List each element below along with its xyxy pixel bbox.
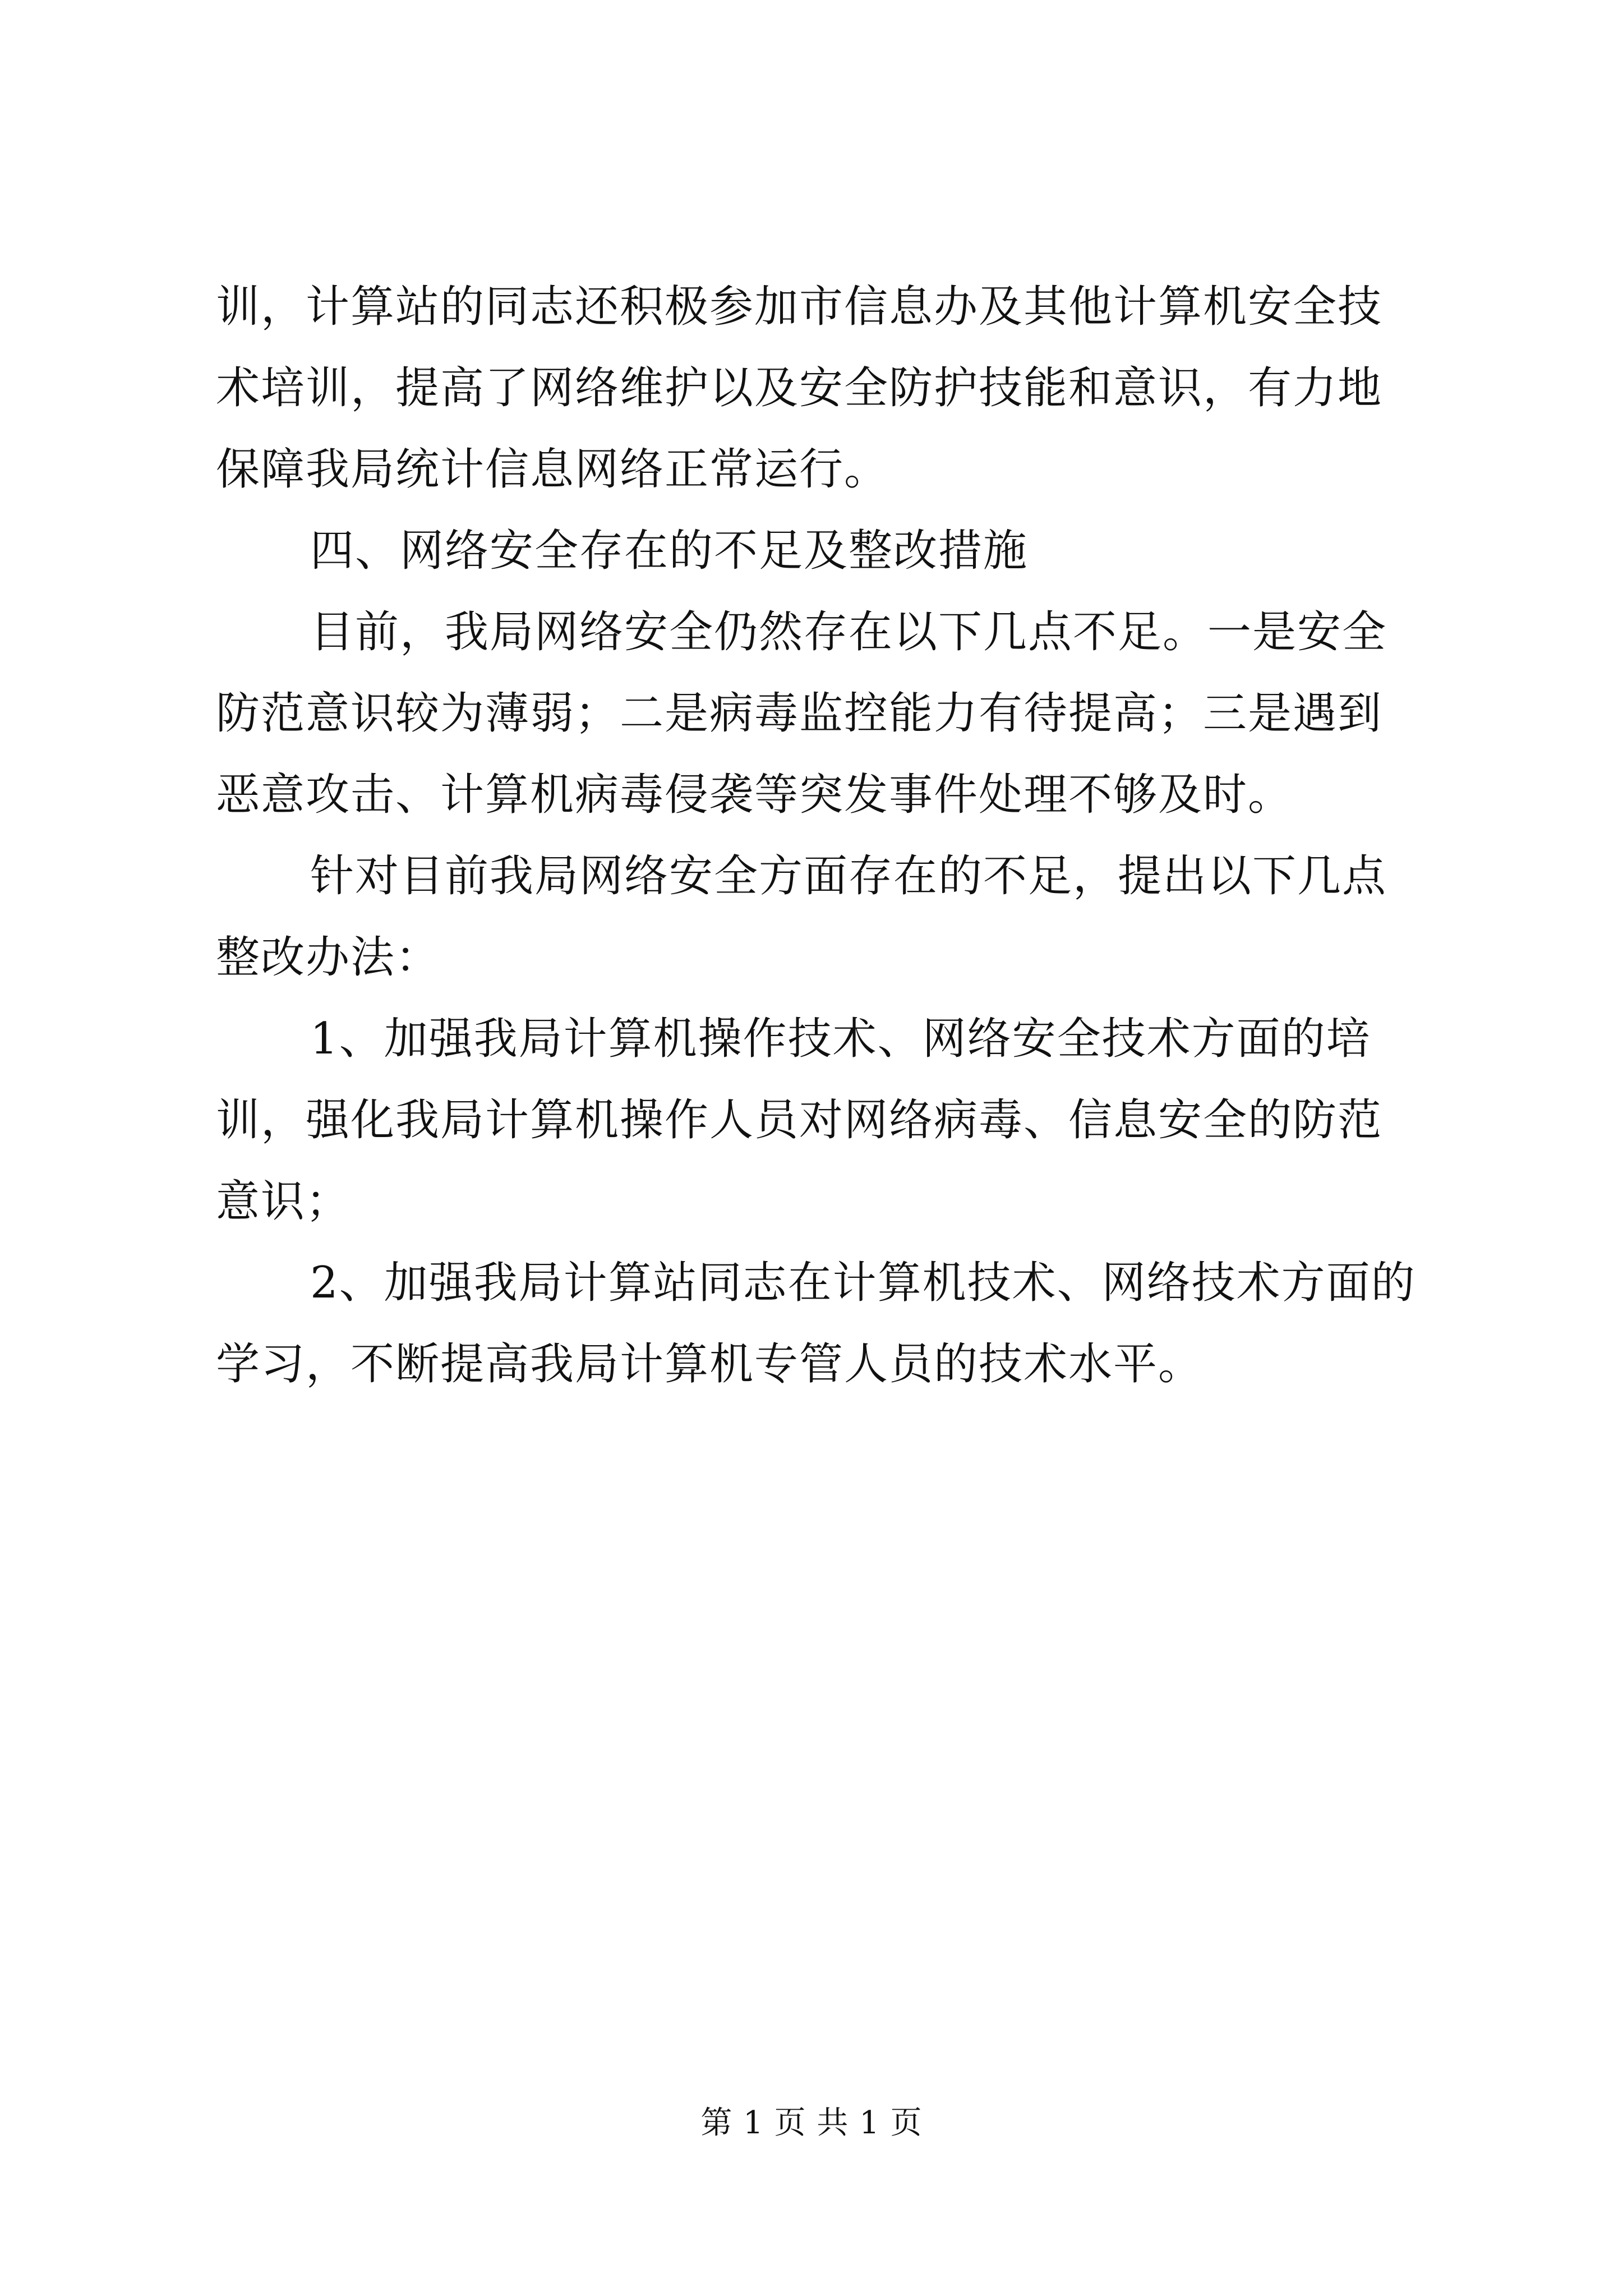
document-body bbox=[216, 266, 1416, 1405]
page-footer: 第 1 页 共 1 页 bbox=[700, 2105, 923, 2141]
paragraph-measures-intro: 针对目前我局网络安全方面存在的不足，提出以下几点整改办法： bbox=[216, 851, 1387, 983]
section-heading: 四、网络安全存在的不足及整改措施 bbox=[310, 526, 1029, 576]
list-item-measure-1: 1、加强我局计算机操作技术、网络安全技术方面的培训，强化我局计算机操作人员对网络病毒、信息安全的防范意识； bbox=[216, 1014, 1383, 1227]
paragraph-shortcomings: 目前，我局网络安全仍然存在以下几点不足。一是安全防范意识较为薄弱；二是病毒监控能力有待提高；三是遇到恶意攻击、计算机病毒侵袭等突发事件处理不够及时。 bbox=[216, 607, 1387, 820]
paragraph-continuation: 训，计算站的同志还积极参加市信息办及其他计算机安全技术培训，提高了网络维护以及安全防护技能和意识，有力地保障我局统计信息网络正常运行。 bbox=[216, 282, 1383, 495]
list-item-measure-2: 2、加强我局计算站同志在计算机技术、网络技术方面的学习，不断提高我局计算机专管人员的技术水平。 bbox=[216, 1258, 1416, 1389]
